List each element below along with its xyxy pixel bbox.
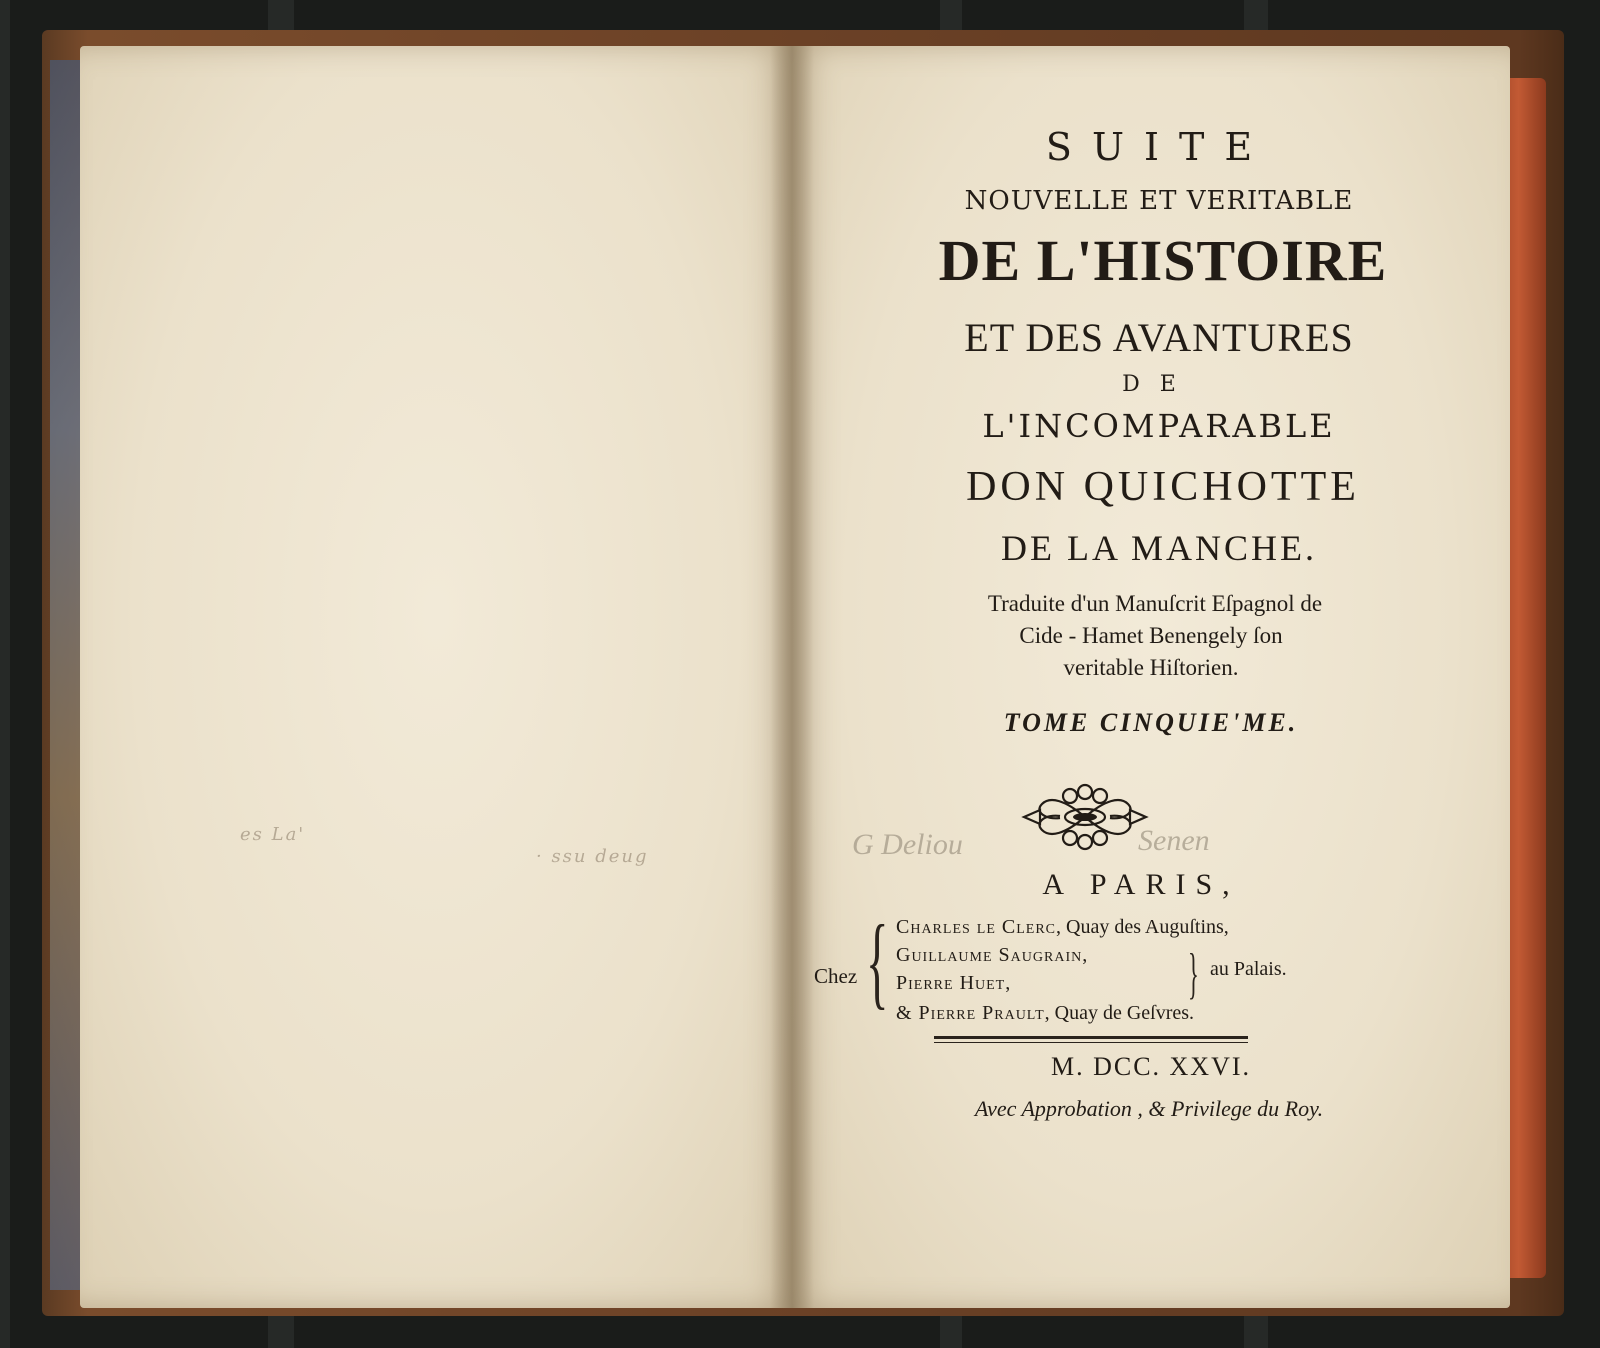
translation-line-3: veritable Hiſtorien. xyxy=(1063,655,1239,680)
title-nouvelle: NOUVELLE ET VERITABLE xyxy=(964,186,1354,216)
publisher-line: Charles le Clerc, Quay des Auguſtins, xyxy=(896,916,1229,938)
printers-ornament-icon xyxy=(1020,782,1150,852)
publisher-line: & Pierre Prault, Quay de Geſvres. xyxy=(896,1002,1195,1024)
title-histoire: DE L'HISTOIRE xyxy=(938,228,1388,293)
ink-signature: G Deliou xyxy=(852,828,963,861)
privilege-line: Avec Approbation , & Privilege du Roy. xyxy=(974,1096,1324,1121)
publisher-imprint xyxy=(814,904,1328,1068)
marbled-endpaper-strip xyxy=(50,60,80,1290)
imprint-chez: Chez xyxy=(814,964,858,988)
left-page xyxy=(80,46,792,1308)
left-page-show-through: es La' xyxy=(240,824,306,845)
title-incomparable: L'INCOMPARABLE xyxy=(982,407,1336,445)
title-page xyxy=(792,46,1510,1308)
title-suite: SUITE xyxy=(1045,125,1273,169)
backdrop-stripe xyxy=(0,0,10,1348)
imprint-date: M. DCC. XXVI. xyxy=(1050,1052,1252,1081)
left-brace-icon: { xyxy=(866,904,889,1019)
divider-rule xyxy=(934,1042,1248,1043)
imprint-au-palais: au Palais. xyxy=(1210,958,1287,980)
tome-label: TOME CINQUIE'ME. xyxy=(1003,708,1299,737)
translation-line-2: Cide - Hamet Benengely ſon xyxy=(1019,623,1283,648)
ink-signature: Senen xyxy=(1138,824,1210,857)
title-don-quichotte: DON QUICHOTTE xyxy=(966,464,1360,510)
left-page-show-through: · ssu deug xyxy=(536,846,649,867)
right-brace-icon: } xyxy=(1188,943,1199,1005)
divider-rule xyxy=(934,1036,1248,1039)
title-de: DE xyxy=(1122,372,1196,397)
title-manche: DE LA MANCHE. xyxy=(1001,528,1317,568)
imprint-city: A PARIS, xyxy=(1042,868,1240,901)
translation-line-1: Traduite d'un Manuſcrit Eſpagnol de xyxy=(987,591,1323,616)
publisher-line: Pierre Huet, xyxy=(896,972,1011,994)
title-avantures: ET DES AVANTURES xyxy=(964,315,1354,360)
publisher-line: Guillaume Saugrain, xyxy=(896,944,1088,966)
